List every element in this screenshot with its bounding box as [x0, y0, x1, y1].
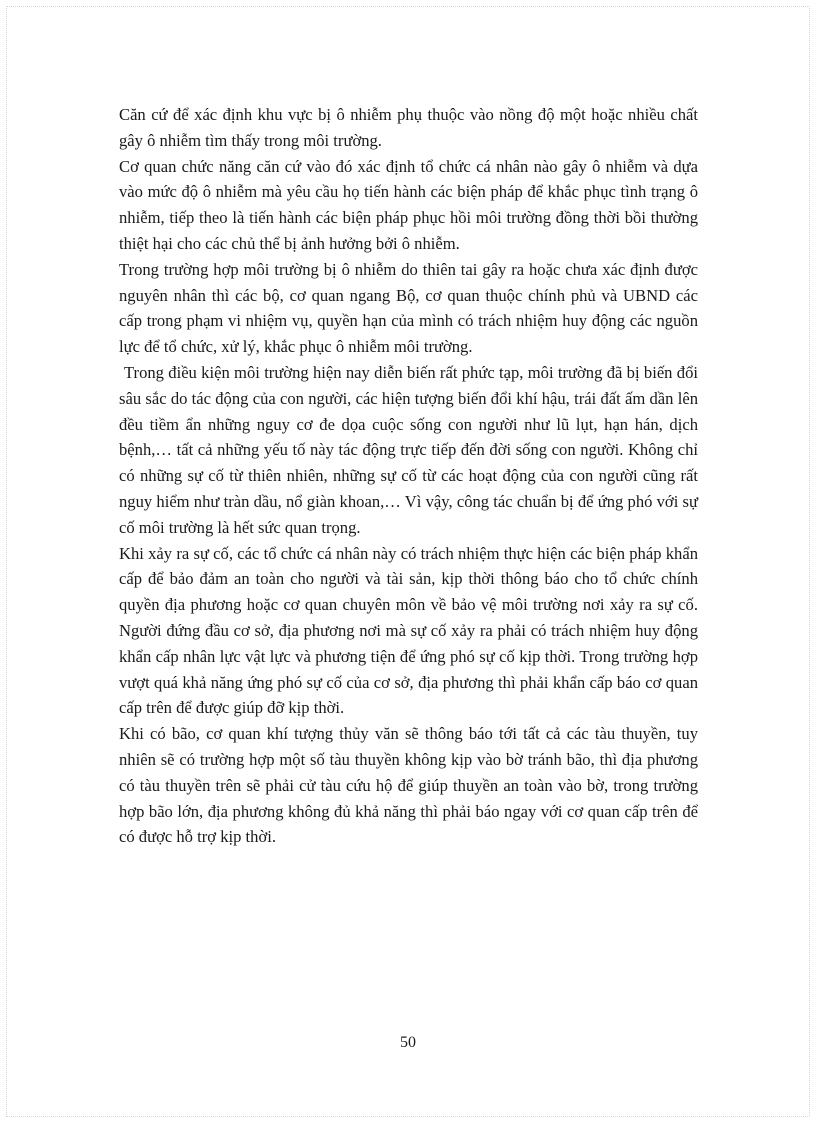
paragraph-storm-response: Khi có bão, cơ quan khí tượng thủy văn sẽ thông báo tới tất cả các tàu thuyền, tuy nhiên sẽ có trường hợp một số tàu thuyền không kịp vào bờ tránh bão, thì địa phương có tàu thuyền trên sẽ phải cử tàu cứu hộ để giúp thuyền an toàn vào bờ, trong trường hợp bão lớn, địa phương không đủ khả năng thì phải báo ngay với cơ quan cấp trên để có được hỗ trợ kịp thời.: [119, 724, 698, 847]
paragraph-environment-conditions: Trong điều kiện môi trường hiện nay diễn biến rất phức tạp, môi trường đã bị biến đổi sâu sắc do tác động của con người, các hiện tượng biến đổi khí hậu, trái đất ấm dần lên đều tiềm ẩn những nguy cơ đe dọa cuộc sống con người như lũ lụt, hạn hán, dịch bệnh,… tất cả những yếu tố này tác động trực tiếp đến đời sống con người. Không chỉ có những sự cố từ thiên nhiên, những sự cố từ các hoạt động của con người cũng rất nguy hiểm như tràn dầu, nổ giàn khoan,… Vì vậy, công tác chuẩn bị để ứng phó với sự cố môi trường là hết sức quan trọng.: [119, 362, 698, 537]
paragraph-incident-measures: Khi xảy ra sự cố, các tổ chức cá nhân này có trách nhiệm thực hiện các biện pháp khẩn cấp để bảo đảm an toàn cho người và tài sản, kịp thời thông báo cho tổ chức chính quyền địa phương hoặc cơ quan chuyên môn về bảo vệ môi trường nơi xảy ra sự cố. Người đứng đầu cơ sở, địa phương nơi mà sự cố xảy ra phải có trách nhiệm huy động khẩn cấp nhân lực vật lực và phương tiện để ứng phó sự cố kịp thời. Trong trường hợp vượt quá khả năng ứng phó sự cố của cơ sở, địa phương thì phải khẩn cấp báo cơ quan cấp trên để được giúp đỡ kịp thời.: [119, 543, 698, 718]
document-body: [119, 102, 698, 850]
paragraph-natural-disaster: Trong trường hợp môi trường bị ô nhiễm do thiên tai gây ra hoặc chưa xác định được nguyên nhân thì các bộ, cơ quan ngang Bộ, cơ quan thuộc chính phủ và UBND các cấp trong phạm vi nhiệm vụ, quyền hạn của mình có trách nhiệm huy động các nguồn lực để tổ chức, xử lý, khắc phục ô nhiễm môi trường.: [119, 259, 698, 357]
paragraph-authority-response: Cơ quan chức năng căn cứ vào đó xác định tổ chức cá nhân nào gây ô nhiễm và dựa vào mức độ ô nhiễm mà yêu cầu họ tiến hành các biện pháp để khắc phục tình trạng ô nhiễm, tiếp theo là tiến hành các biện pháp phục hồi môi trường đồng thời bồi thường thiệt hại cho các chủ thể bị ảnh hưởng bởi ô nhiễm.: [119, 156, 698, 253]
paragraph-pollution-area: Căn cứ để xác định khu vực bị ô nhiễm phụ thuộc vào nồng độ một hoặc nhiều chất gây ô nhiễm tìm thấy trong môi trường.: [119, 105, 698, 150]
page-number: 50: [400, 1034, 416, 1051]
